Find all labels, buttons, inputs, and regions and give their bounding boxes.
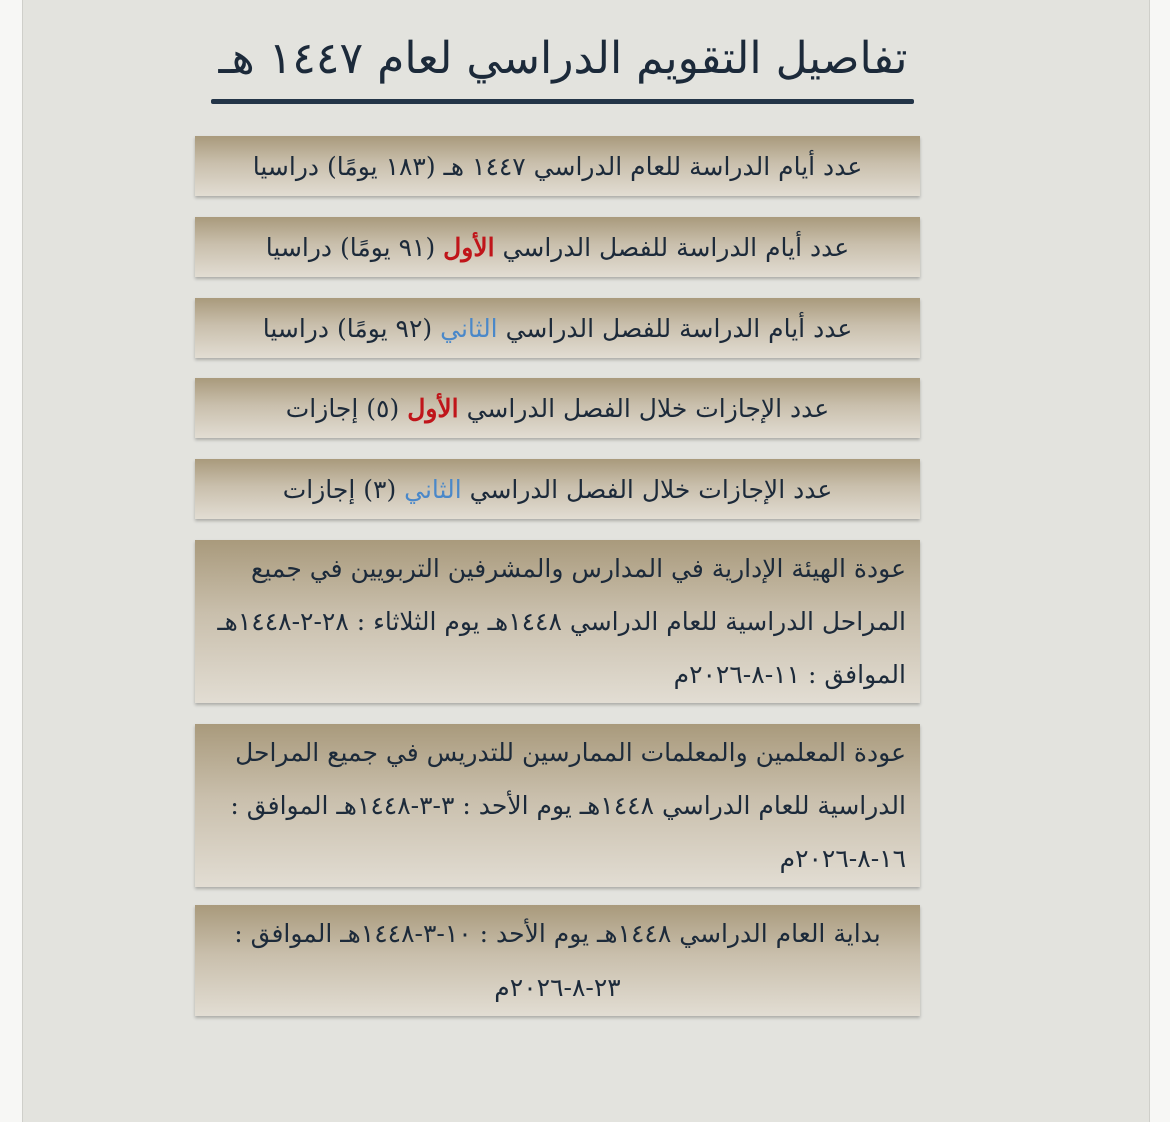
info-box-second-semester-holidays [195, 459, 920, 519]
info-box-teachers-return [195, 724, 920, 887]
semester-highlight: الأول [443, 232, 495, 262]
semester-highlight: الثاني [404, 474, 462, 504]
info-box-first-semester-holidays [195, 378, 920, 438]
info-text: عدد الإجازات خلال الفصل الدراسي [458, 393, 830, 423]
semester-highlight: الثاني [440, 313, 498, 343]
document-page [22, 0, 1150, 1122]
info-text: (٣) إجازات [282, 474, 405, 504]
info-text: (٩١ يومًا) دراسيا [265, 232, 444, 262]
page-title: تفاصيل التقويم الدراسي لعام ١٤٤٧ هـ [218, 33, 908, 84]
info-text-wrapper [209, 475, 906, 504]
info-text-wrapper [209, 233, 906, 262]
info-text-wrapper [209, 314, 906, 343]
info-text: (٩٢ يومًا) دراسيا [262, 313, 441, 343]
info-text: بداية العام الدراسي ١٤٤٨هـ يوم الأحد : ١٠-٣-١٤٤٨هـ الموافق : ٢٣-٨-٢٠٢٦م [234, 918, 881, 1002]
info-text: عودة المعلمين والمعلمات الممارسين للتدريس في جميع المراحل الدراسية للعام الدراسي ١٤٤٨هـ يوم الأحد : ٣-٣-١٤٤٨هـ الموافق : ١٦-٨-٢٠٢٦م [230, 738, 906, 873]
info-text: عدد أيام الدراسة للعام الدراسي ١٤٤٧ هـ (١٨٣ يومًا) دراسيا [252, 151, 863, 181]
info-box-first-semester-days [195, 217, 920, 277]
info-text: عدد الإجازات خلال الفصل الدراسي [461, 474, 833, 504]
semester-highlight: الأول [407, 393, 459, 423]
info-text: عدد أيام الدراسة للفصل الدراسي [494, 232, 850, 262]
info-box-school-year-start [195, 905, 920, 1016]
info-text-wrapper [209, 394, 906, 423]
info-box-total-days [195, 136, 920, 196]
info-text: (٥) إجازات [285, 393, 408, 423]
info-text: عودة الهيئة الإدارية في المدارس والمشرفين التربويين في جميع المراحل الدراسية للعام الدراسي ١٤٤٨هـ يوم الثلاثاء : ٢٨-٢-١٤٤٨هـ الموافق : ١١-٨-٢٠٢٦م [217, 554, 906, 689]
info-box-admin-return [195, 540, 920, 703]
info-box-second-semester-days [195, 298, 920, 358]
title-underline [211, 99, 914, 104]
info-text: عدد أيام الدراسة للفصل الدراسي [497, 313, 853, 343]
